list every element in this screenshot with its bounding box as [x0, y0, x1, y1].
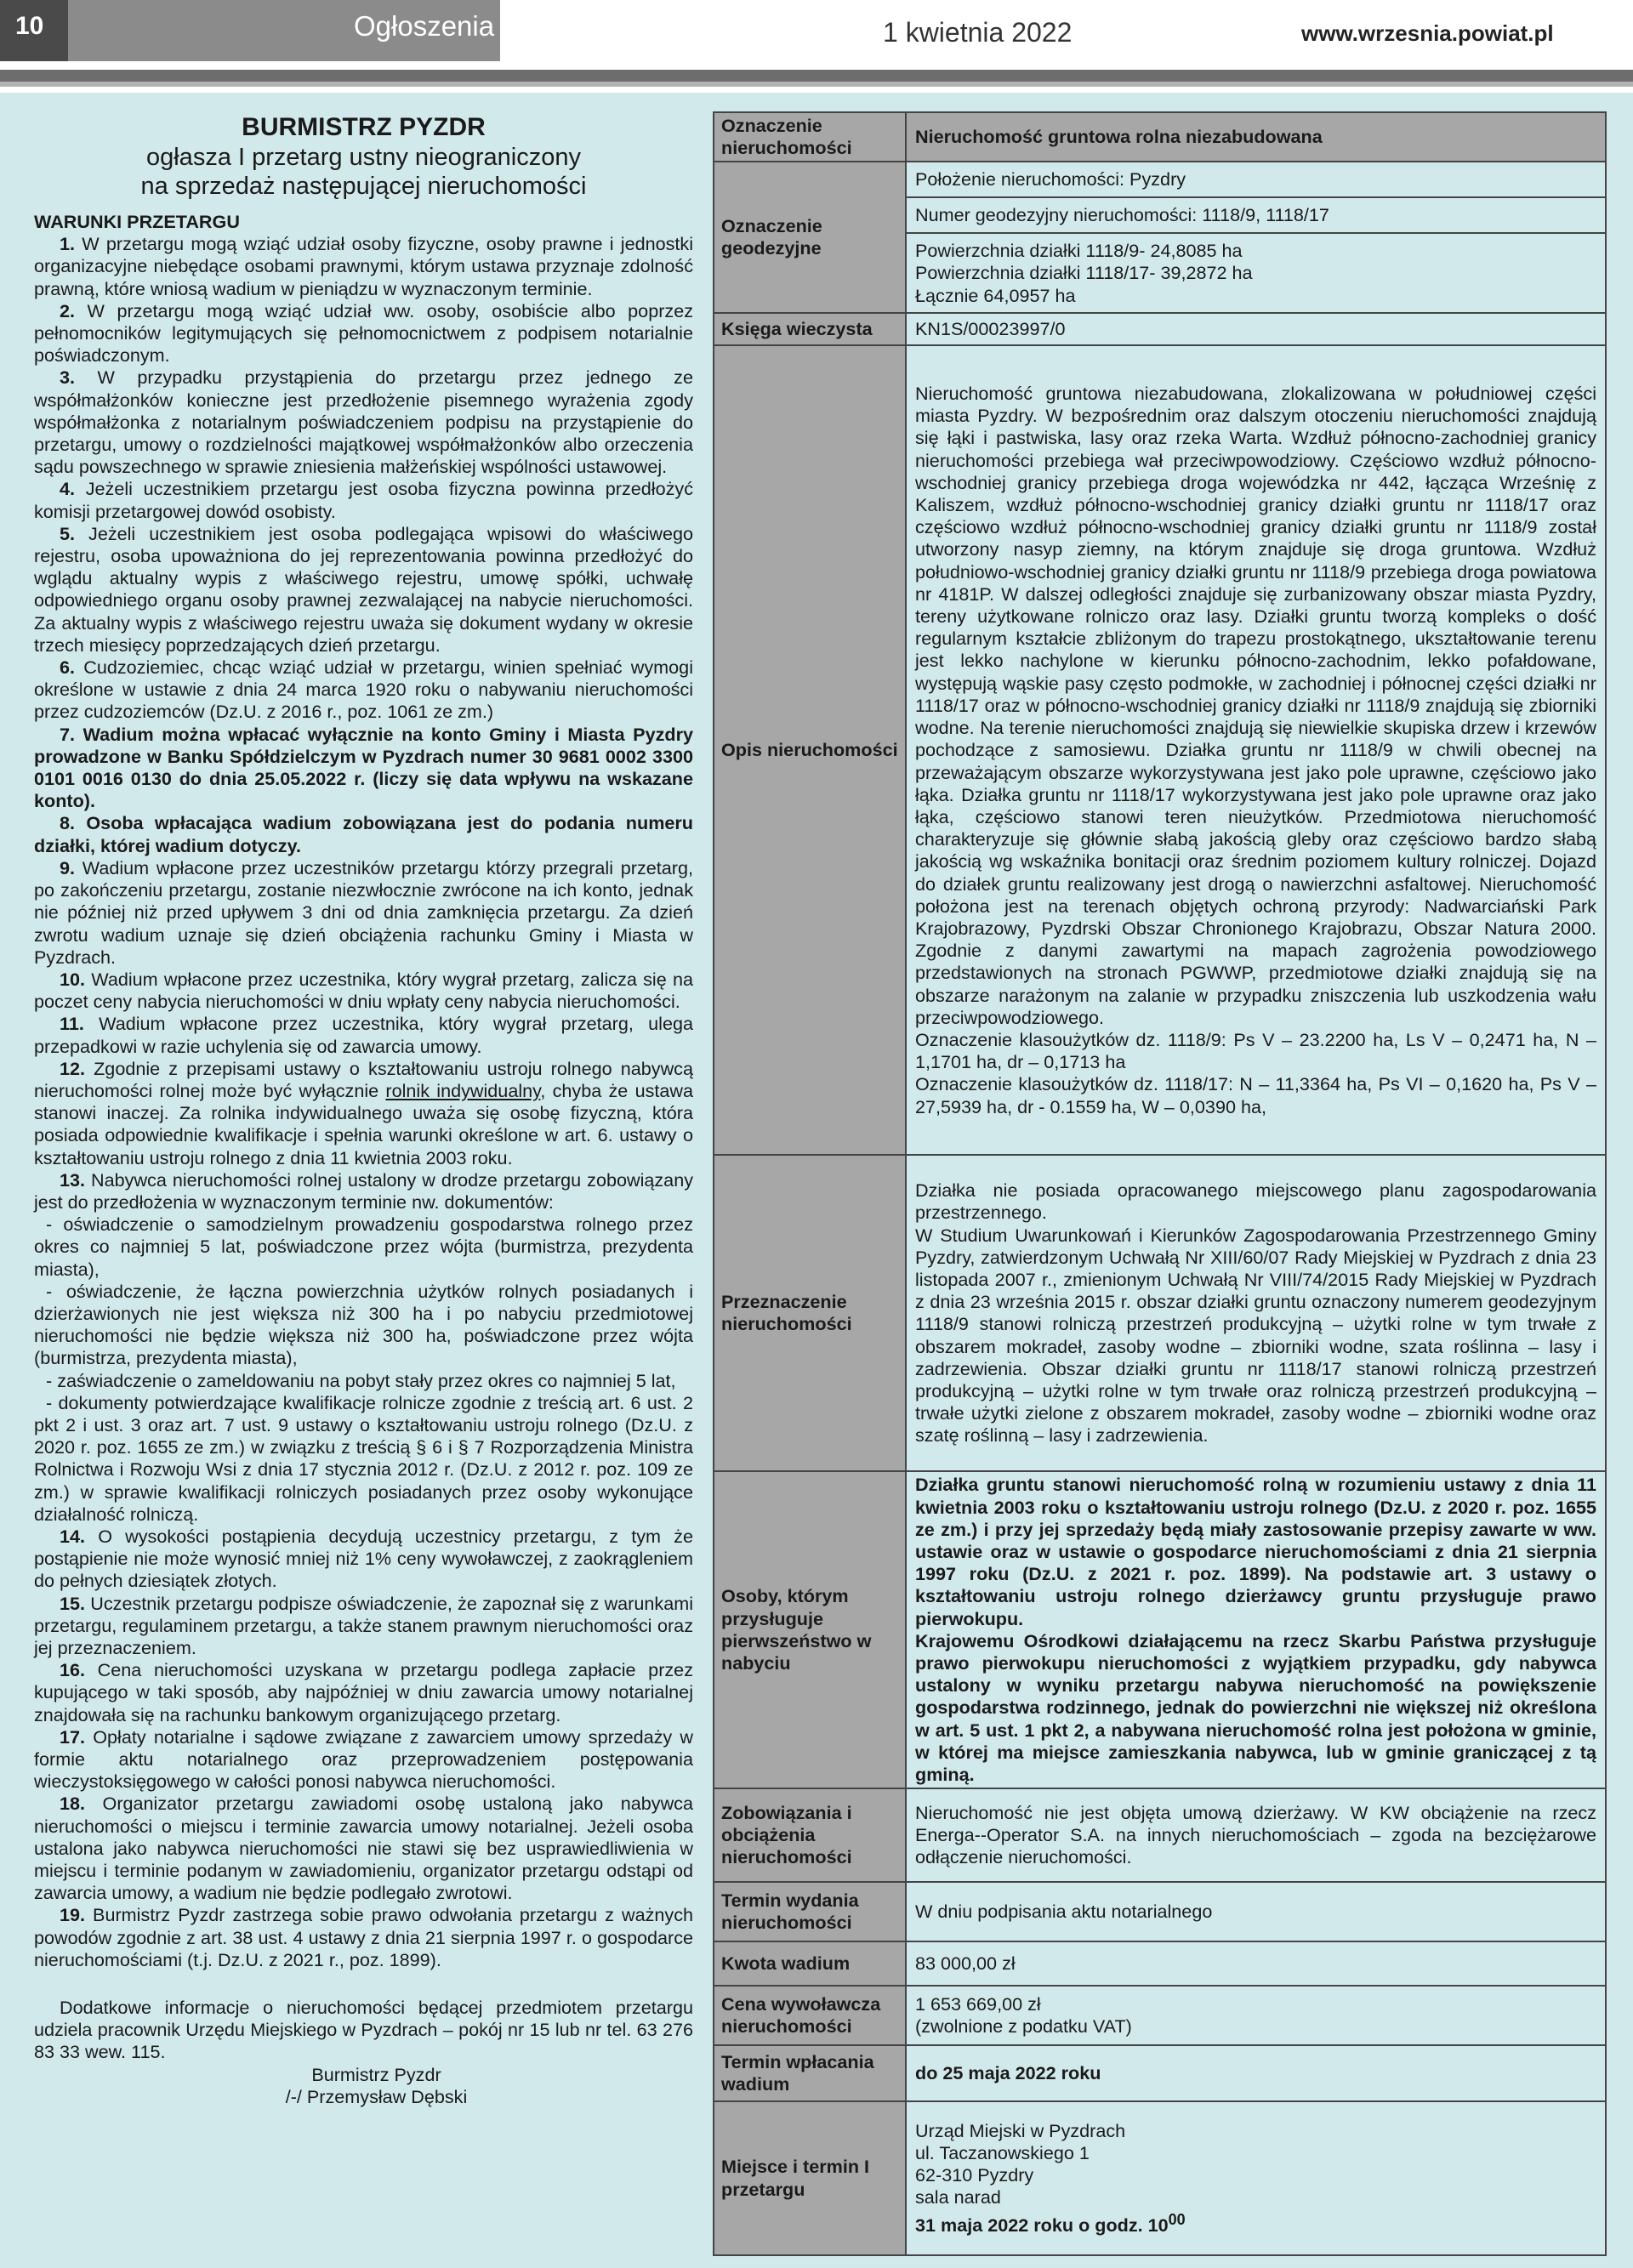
- condition-16: 16. Cena nieruchomości uzyskana w przetargu podlega zapłacie przez kupującego w taki sposób, aby najpóźniej w dniu zawarcia umowy notarialnej znajdowała się na rachunku bankowym organizującego przetarg.: [34, 1659, 693, 1725]
- condition-6: 6. Cudzoziemiec, chcąc wziąć udział w przetargu, winien spełniać wymogi określone w ustawie z dnia 24 marca 1920 roku o nabywaniu nieruchomości przez cudzoziemców (Dz.U. z 2016 r., poz. 1061 ze zm.): [34, 657, 693, 723]
- value-preemption-rights: [906, 1471, 1606, 1788]
- value-geodetic-number: Numer geodezyjny nieruchomości: 1118/9, 1118/17: [906, 197, 1606, 233]
- notice-subtitle-line-2: na sprzedaż następującej nieruchomości: [140, 173, 587, 200]
- value-land-register: KN1S/00023997/0: [906, 313, 1606, 345]
- label-geodetic-designation: Oznaczenie geodezyjne: [714, 162, 906, 313]
- value-obligations: Nieruchomość nie jest objęta umową dzierżawy. W KW obciążenie na rzecz Energa--Operator S.A. na innych nieruchomościach – zgoda na bezciężarowe odłączenie nieruchomości.: [906, 1788, 1606, 1882]
- condition-13: 13. Nabywca nieruchomości rolnej ustalony w drodze przetargu zobowiązany jest do przedłożenia w wyznaczonym terminie nw. dokumentów:: [34, 1168, 693, 1213]
- auction-room: sala narad: [915, 2186, 1001, 2208]
- purpose-plan-note: Działka nie posiada opracowanego miejscowego planu zagospodarowania przestrzennego.: [915, 1179, 1596, 1224]
- condition-7: 7. Wadium można wpłacać wyłącznie na konto Gminy i Miasta Pyzdry prowadzone w Banku Spółdzielczym w Pyzdrach numer 30 9681 0002 3300 0101 0016 0130 do dnia 25.05.2022 r. (liczy się data wpływu na wskazane konto).: [34, 723, 693, 812]
- value-property-purpose: [906, 1155, 1606, 1471]
- condition-1: 1. W przetargu mogą wziąć udział osoby fizyczne, osoby prawne i jednostki organizacyjne niebędące osobami prawnymi, którym ustawa przyznaje zdolność prawną, które wniosą wadium w pieniądzu w wyznaczonym terminie.: [34, 233, 693, 299]
- label-deposit-amount: Kwota wadium: [714, 1941, 906, 1986]
- condition-2: 2. W przetargu mogą wziąć udział ww. osoby, osobiście albo poprzez pełnomocników legitymujących się pełnomocnictwem z podpisem notarialnie poświadczonym.: [34, 299, 693, 367]
- condition-17: 17. Opłaty notarialne i sądowe związane z zawarciem umowy sprzedaży w formie aktu notarialnego oraz przeprowadzeniem postępowania wieczystoksięgowego w całości ponosi nabywca nieruchomości.: [34, 1725, 693, 1793]
- header-divider-light: [0, 82, 1633, 87]
- plot-area-total: Łącznie 64,0957 ha: [915, 284, 1076, 306]
- auction-venue: Urząd Miejski w Pyzdrach: [915, 2119, 1126, 2141]
- label-preemption-rights: Osoby, którym przysługuje pierwszeństwo w nabyciu: [714, 1471, 906, 1788]
- value-starting-price: [906, 1986, 1606, 2045]
- value-property-description: [906, 345, 1606, 1155]
- condition-13-item: - zaświadczenie o zameldowaniu na pobyt stały przez okres co najmniej 5 lat,: [46, 1369, 676, 1391]
- purpose-study: W Studium Uwarunkowań i Kierunków Zagospodarowania Przestrzennego Gminy Pyzdry, zatwierdzonym Uchwałą Nr XIII/60/07 Rady Miejskiej w Pyzdrach z dnia 23 listopada 2007 r., zmienionym Uchwałą Nr VIII/74/2015 Rady Miejskiej w Pyzdrach z dnia 23 września 2015 r. obszar działki gruntu oznaczony numerem geodezyjnym 1118/9 stanowi rolniczą przestrzeń produkcyjną – użytki rolne w tym trwałe z obszarem mokradeł, zasoby wodne – zbiorniki wodne, szata roślinna – lasy i zadrzewienia. Obszar działki gruntu nr 1118/17 stanowi rolniczą przestrzeń produkcyjną – użytki rolne w tym trwałe oraz rolniczą przestrzeń produkcyjną – trwałe użytki zielone z obszarem mokradeł, zasoby wodne – zbiorniki wodne oraz szatę roślinną – lasy i zadrzewienia.: [915, 1224, 1596, 1447]
- section-name: Ogłoszenia: [68, 0, 500, 61]
- auction-datetime: 31 maja 2022 roku o godz. $10^{00}$: [915, 2211, 1186, 2237]
- additional-info: Dodatkowe informacje o nieruchomości będącej przedmiotem przetargu udziela pracownik Urzędu Miejskiego w Pyzdrach – pokój nr 15 lub nr tel. 63 276 83 33 wew. 115.: [34, 1997, 693, 2063]
- label-handover-date: Termin wydania nieruchomości: [714, 1882, 906, 1941]
- condition-4: 4. Jeżeli uczestnikiem przetargu jest osoba fizyczna powinna przedłożyć komisji przetargowej dowód osobisty.: [34, 478, 693, 522]
- condition-11: 11. Wadium wpłacone przez uczestnika, który wygrał przetarg, ulega przepadkowi w razie uchylenia się od zawarcia umowy.: [34, 1013, 693, 1057]
- page-number: 10: [0, 0, 68, 61]
- description-text: Nieruchomość gruntowa niezabudowana, zlokalizowana w południowej części miasta Pyzdry. W bezpośrednim oraz dalszym otoczeniu nieruchomości znajdują się łąki i pastwiska, lasy oraz rzeka Warta. Wzdłuż północno-zachodniej granicy nieruchomości przebiega wał przeciwpowodziowy. Częściowo wzdłuż północno-wschodniej granicy przebiega droga wojewódzka nr 442, łącząca Wrześnię z Kaliszem, wzdłuż północno-wschodniej granicy działki gruntu nr 1118/17 oraz częściowo wzdłuż północno-wschodniej granicy działki gruntu nr 1118/9 został utworzony nasyp ziemny, na którym znajduje się droga gruntowa. Wzdłuż południowo-wschodniej granicy działki gruntu nr 1118/9 przebiega droga powiatowa nr 4181P. W dalszej odległości znajduje się zurbanizowany obszar miasta Pyzdry, tereny użytkowane rolniczo oraz lasy. Działki gruntu tworzą kompleks o dość regularnym kształcie zbliżonym do trapezu prostokątnego, ukształtowanie terenu jest lekko nachylone w kierunku północno-zachodnim, lekko pofałdowane, występują wąskie pasy często podmokłe, w zachodniej i północnej części działki nr 1118/17 oraz w północno-wschodniej granicy działki nr 1118/9 znajdują się zbiorniki wodne. Na terenie nieruchomości znajdują się niewielkie skupiska drzew i krzewów pochodzące z samosiewu. Działka gruntu nr 1118/9 w chwili obecnej na przeważającym obszarze wykorzystywana jest jako pole uprawne, częściowo jako łąka. Działka gruntu nr 1118/17 wykorzystywana jest jako pole uprawne oraz jako łąka, częściowo stanowi teren nieużytków. Przedmiotowa nieruchomość charakteryzuje się głównie słabą jakością gleby oraz częściowo bardzo słabą jakością wg wskaźnika bonitacji oraz średnim poziomem kultury rolniczej. Dojazd do działek gruntu realizowany jest drogą o nawierzchni asfaltowej. Nieruchomość położona jest na terenach objętych ochroną przyrody: Nadwarciański Park Krajobrazowy, Pyzdrski Obszar Chronionego Krajobrazu, Obszar Natura 2000. Zgodnie z danymi zawartymi na mapach zagrożenia powodziowego przedstawionych na stronach PGWWP, przedmiotowe działki znajdują się na obszarze narażonym na zalanie w przypadku zniszczenia lub uszkodzenia wału przeciwpowodziowego.: [915, 383, 1596, 1028]
- header-divider: [0, 70, 1633, 82]
- starting-price-amount: 1 653 669,00 zł: [915, 1993, 1041, 2015]
- signature-title: Burmistrz Pyzdr: [311, 2063, 441, 2085]
- condition-15: 15. Uczestnik przetargu podpisze oświadczenie, że zapoznał się z warunkami przetargu, regulaminem przetargu, a także stanem prawnym nieruchomości oraz jej przeznaczeniem.: [34, 1592, 693, 1658]
- land-classes-1118-9: Oznaczenie klasoużytków dz. 1118/9: Ps V – 23.2200 ha, Ls V – 0,2471 ha, N – 1,1701 ha, dr – 0,1713 ha: [915, 1028, 1596, 1073]
- label-property-description: Opis nieruchomości: [714, 345, 906, 1155]
- label-starting-price: Cena wywoławcza nieruchomości: [714, 1986, 906, 2045]
- label-auction-place-time: Miejsce i termin I przetargu: [714, 2101, 906, 2255]
- property-table: [713, 111, 1607, 2256]
- website-url[interactable]: www.wrzesnia.powiat.pl: [1301, 20, 1554, 46]
- preemption-tenant: Działka gruntu stanowi nieruchomość rolną w rozumieniu ustawy z dnia 11 kwietnia 2003 roku o kształtowaniu ustroju rolnego (Dz.U. z 2020 r. poz. 1655 ze zm.) i przy jej sprzedaży będą miały zastosowanie przepisy zawarte w ww. ustawie oraz w ustawie o gospodarce nieruchomościami z dnia 21 sierpnia 1997 roku (Dz.U. z 2021 r. poz. 1899). Na podstawie art. 3 ustawy o kształtowaniu ustroju rolnego dzierżawcy gruntu przysługuje prawo pierwokupu.: [915, 1474, 1596, 1629]
- condition-3: 3. W przypadku przystąpienia do przetargu przez jednego ze współmałżonków konieczne jest przedłożenie pisemnego wyrażenia zgody współmałżonka z notarialnym poświadczeniem podpisu na przystąpienie do przetargu, umowy o rozdzielności majątkowej współmałżonków albo orzeczenia sądu powszechnego w sprawie zniesienia małżeńskiej wspólności ustawowej.: [34, 367, 693, 478]
- label-land-register: Księga wieczysta: [714, 313, 906, 345]
- value-property-designation: Nieruchomość gruntowa rolna niezabudowana: [906, 112, 1606, 162]
- value-deposit-amount: 83 000,00 zł: [906, 1941, 1606, 1986]
- value-location: Położenie nieruchomości: Pyzdry: [906, 162, 1606, 197]
- condition-14: 14. O wysokości postąpienia decydują uczestnicy przetargu, z tym że postąpienie nie może wynosić mniej niż 1% ceny wywoławczej, z zaokrągleniem do pełnych dziesiątek złotych.: [34, 1525, 693, 1592]
- label-obligations: Zobowiązania i obciążenia nieruchomości: [714, 1788, 906, 1882]
- page-header: [0, 0, 1633, 61]
- auction-time-minutes: 00: [1168, 2211, 1186, 2229]
- label-property-purpose: Przeznaczenie nieruchomości: [714, 1155, 906, 1471]
- value-plot-area: [906, 233, 1606, 313]
- value-auction-place-time: [906, 2101, 1606, 2255]
- condition-9: 9. Wadium wpłacone przez uczestników przetargu którzy przegrali przetarg, po zakończeniu przetargu, zostanie niezwłocznie zwrócone na ich konto, jednak nie później niż przed upływem 3 dni od dnia zamknięcia przetargu. Za dzień zwrotu wadium uznaje się dzień obciążenia rachunku Gminy i Miasta w Pyzdrach.: [34, 856, 693, 968]
- issue-date: 1 kwietnia 2022: [883, 17, 1073, 48]
- conditions-heading: WARUNKI PRZETARGU: [34, 211, 240, 232]
- preemption-state: Krajowemu Ośrodkowi działającemu na rzecz Skarbu Państwa przysługuje prawo pierwokupu nieruchomości z wyjątkiem przypadku, gdy nabywca ustalony w wyniku przetargu nabywa nieruchomość na powiększenie gospodarstwa rodzinnego, jednak do powierzchni nie większej niż określona w art. 5 ust. 1 pkt 2, a nabywana nieruchomość rolna jest położona w gminie, w której ma miejsce zamieszkania nabywca, lub w gminie graniczącej z tą gminą.: [915, 1629, 1596, 1786]
- plot-area-1118-9: Powierzchnia działki 1118/9- 24,8085 ha: [915, 240, 1243, 262]
- plot-area-1118-17: Powierzchnia działki 1118/17- 39,2872 ha: [915, 262, 1253, 284]
- condition-13-item: - dokumenty potwierdzające kwalifikacje rolnicze zgodnie z treścią art. 6 ust. 2 pkt 2 i ust. 3 oraz art. 7 ust. 9 ustawy o kształtowaniu ustroju rolnego (Dz.U. z 2020 r. poz. 1655 ze zm.) w związku z treścią § 6 i § 7 Rozporządzenia Ministra Rolnictwa i Rozwoju Wsi z dnia 17 stycznia 2012 r. (Dz.U. z 2012 r. poz. 109 ze zm.) w sprawie kwalifikacji rolniczych posiadanych przez osoby wykonujące działalność rolniczą.: [34, 1391, 693, 1525]
- auction-street: ul. Taczanowskiego 1: [915, 2141, 1090, 2163]
- land-classes-1118-17: Oznaczenie klasoużytków dz. 1118/17: N – 11,3364 ha, Ps VI – 0,1620 ha, Ps V – 27,5939 ha, dr - 0.1559 ha, W – 0,0390 ha,: [915, 1073, 1596, 1117]
- condition-13-item: - oświadczenie, że łączna powierzchnia użytków rolnych posiadanych i dzierżawionych nie jest większa niż 300 ha i po nabyciu przedmiotowej nieruchomości nie będzie większa niż 300 ha, poświadczone przez wójta (burmistrza, prezydenta miasta),: [34, 1280, 693, 1369]
- auction-postcode-city: 62-310 Pyzdry: [915, 2163, 1034, 2186]
- condition-10: 10. Wadium wpłacone przez uczestnika, który wygrał przetarg, zalicza się na poczet ceny nabycia nieruchomości w dniu wpłaty ceny nabycia nieruchomości.: [34, 968, 693, 1013]
- label-deposit-deadline: Termin wpłacania wadium: [714, 2045, 906, 2101]
- notice-subtitle-line-1: ogłasza I przetarg ustny nieograniczony: [145, 144, 581, 171]
- condition-19: 19. Burmistrz Pyzdr zastrzega sobie prawo odwołania przetargu z ważnych powodów zgodnie z art. 38 ust. 4 ustawy z dnia 21 sierpnia 1997 r. o gospodarce nieruchomościami (t.j. Dz.U. z 2021 r., poz. 1899).: [34, 1904, 693, 1970]
- condition-13-item: - oświadczenie o samodzielnym prowadzeniu gospodarstwa rolnego przez okres co najmniej 5 lat, poświadczone przez wójta (burmistrza, prezydenta miasta),: [34, 1214, 693, 1280]
- condition-5: 5. Jeżeli uczestnikiem jest osoba podlegająca wpisowi do właściwego rejestru, osoba upoważniona do jej reprezentowania powinna przedłożyć do wglądu aktualny wypis z właściwego rejestru, umowę spółki, uchwałę odpowiedniego organu osoby prawnej zezwalającej na nabycie nieruchomości. Za aktualny wypis z właściwego rejestru uważa się dokument wydany w okresie trzech miesięcy poprzedzających dzień przetargu.: [34, 522, 693, 656]
- signature-name: /-/ Przemysław Dębski: [285, 2085, 468, 2107]
- notice-title: BURMISTRZ PYZDR: [242, 113, 486, 141]
- value-handover-date: W dniu podpisania aktu notarialnego: [906, 1882, 1606, 1941]
- condition-8: 8. Osoba wpłacająca wadium zobowiązana jest do podania numeru działki, której wadium dotyczy.: [34, 812, 693, 856]
- auction-conditions: [34, 109, 693, 2108]
- condition-12: 12. Zgodnie z przepisami ustawy o kształtowaniu ustroju rolnego nabywcą nieruchomości rolnej może być wyłącznie rolnik indywidualny, chyba że ustawa stanowi inaczej. Za rolnika indywidualnego uważa się osobę fizyczną, która posiada odpowiednie kwalifikacje i spełnia warunki określone w art. 6. ustawy o kształtowaniu ustroju rolnego z dnia 11 kwietnia 2003 roku.: [34, 1057, 694, 1168]
- starting-price-vat-note: (zwolnione z podatku VAT): [915, 2015, 1132, 2038]
- value-deposit-deadline: do 25 maja 2022 roku: [906, 2045, 1606, 2101]
- condition-18: 18. Organizator przetargu zawiadomi osobę ustaloną jako nabywca nieruchomości o miejscu i terminie zawarcia umowy notarialnej. Jeżeli osoba ustalona jako nabywca nieruchomości nie stawi się bez usprawiedliwienia w miejscu i terminie podanym w zawiadomieniu, organizator przetargu odstąpi od zawarcia umowy, a wadium nie będzie podlegało zwrotowi.: [34, 1793, 693, 1904]
- label-property-designation: Oznaczenie nieruchomości: [714, 112, 906, 162]
